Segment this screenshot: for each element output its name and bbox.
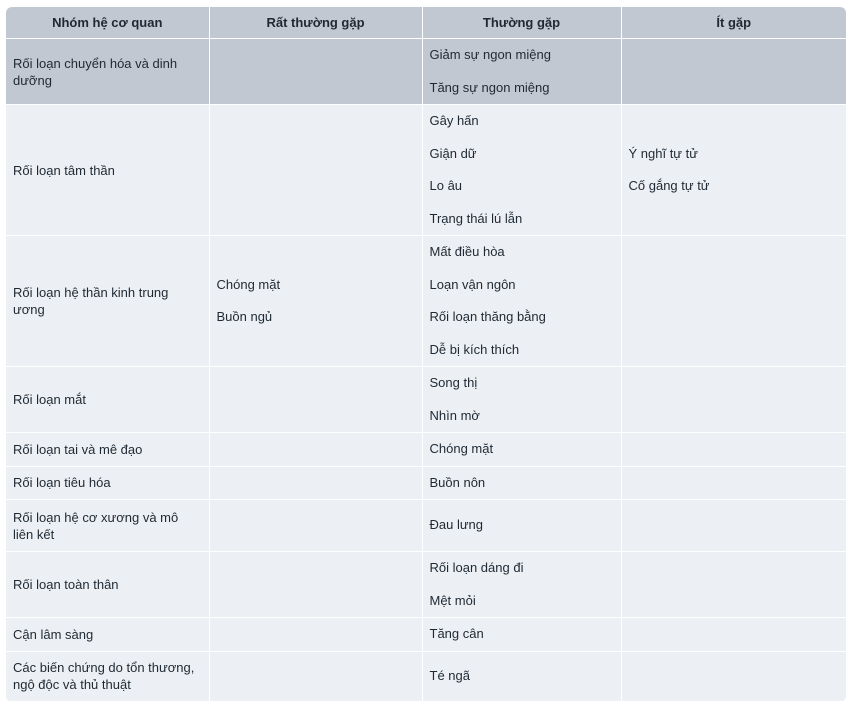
effect-item: Rối loạn thăng bằng	[429, 309, 546, 324]
organ-group-cell: Rối loạn toàn thân	[6, 552, 209, 618]
table-row	[6, 433, 846, 467]
effect-item: Nhìn mờ	[429, 407, 480, 423]
very-common-cell	[209, 367, 422, 433]
effect-item: Té ngã	[429, 667, 470, 683]
very-common-cell	[209, 552, 422, 618]
very-common-cell	[209, 105, 422, 236]
effect-item: Dễ bị kích thích	[429, 341, 520, 357]
table-row	[6, 39, 846, 105]
uncommon-cell	[621, 552, 846, 618]
common-cell	[422, 552, 621, 618]
effect-item: Buồn ngủ	[216, 309, 273, 324]
organ-group-cell: Rối loạn tiêu hóa	[6, 466, 209, 500]
effect-item: Gây hấn	[429, 113, 479, 128]
adverse-effects-table-container	[6, 7, 846, 702]
effect-item: Tăng cân	[429, 626, 484, 641]
effect-item: Giận dữ	[429, 145, 477, 161]
common-cell	[422, 466, 621, 500]
organ-group-cell: Rối loạn hệ cơ xương và mô liên kết	[6, 500, 209, 552]
organ-group-cell: Rối loạn chuyển hóa và dinh dưỡng	[6, 39, 209, 105]
table-row	[6, 651, 846, 701]
organ-group-cell: Rối loạn tâm thần	[6, 105, 209, 236]
uncommon-cell	[621, 500, 846, 552]
table-header-row	[6, 7, 846, 39]
table-row	[6, 500, 846, 552]
header-common: Thường gặp	[422, 7, 621, 39]
organ-group-cell: Rối loạn mắt	[6, 367, 209, 433]
effect-item: Trạng thái lú lẫn	[429, 210, 523, 226]
organ-group-cell: Cận lâm sàng	[6, 618, 209, 652]
header-very-common: Rất thường gặp	[209, 7, 422, 39]
organ-group-cell: Rối loạn tai và mê đạo	[6, 433, 209, 467]
table-body	[6, 39, 846, 702]
uncommon-cell	[621, 466, 846, 500]
adverse-effects-table	[6, 7, 846, 702]
effect-item: Giảm sự ngon miệng	[429, 47, 551, 62]
uncommon-cell	[621, 105, 846, 236]
very-common-cell	[209, 466, 422, 500]
common-cell	[422, 105, 621, 236]
effect-item: Đau lưng	[429, 517, 484, 533]
effect-item: Lo âu	[429, 178, 463, 193]
table-row	[6, 236, 846, 367]
uncommon-cell	[621, 236, 846, 367]
very-common-cell	[209, 618, 422, 652]
uncommon-cell	[621, 39, 846, 105]
effect-item: Buồn nôn	[429, 474, 486, 490]
very-common-cell	[209, 236, 422, 367]
table-row	[6, 618, 846, 652]
common-cell	[422, 39, 621, 105]
effect-item: Chóng mặt	[216, 276, 281, 292]
very-common-cell	[209, 651, 422, 701]
very-common-cell	[209, 433, 422, 467]
common-cell	[422, 618, 621, 652]
uncommon-cell	[621, 618, 846, 652]
organ-group-cell: Rối loạn hệ thần kinh trung ương	[6, 236, 209, 367]
common-cell	[422, 236, 621, 367]
uncommon-cell	[621, 651, 846, 701]
table-row	[6, 552, 846, 618]
effect-item: Loạn vận ngôn	[429, 276, 516, 292]
uncommon-cell	[621, 433, 846, 467]
effect-item: Rối loạn dáng đi	[429, 560, 524, 575]
common-cell	[422, 433, 621, 467]
effect-item: Song thị	[429, 375, 478, 390]
effect-item: Mệt mỏi	[429, 592, 476, 608]
table-row	[6, 105, 846, 236]
common-cell	[422, 651, 621, 701]
header-organ-group: Nhóm hệ cơ quan	[6, 7, 209, 39]
common-cell	[422, 500, 621, 552]
very-common-cell	[209, 500, 422, 552]
effect-item: Mất điều hòa	[429, 244, 505, 259]
table-row	[6, 367, 846, 433]
effect-item: Cố gắng tự tử	[628, 178, 710, 193]
effect-item: Tăng sự ngon miệng	[429, 79, 550, 95]
effect-item: Chóng mặt	[429, 441, 494, 456]
uncommon-cell	[621, 367, 846, 433]
very-common-cell	[209, 39, 422, 105]
organ-group-cell: Các biến chứng do tổn thương, ngộ độc và thủ thuật	[6, 651, 209, 701]
effect-item: Ý nghĩ tự tử	[628, 145, 698, 161]
common-cell	[422, 367, 621, 433]
table-row	[6, 466, 846, 500]
header-uncommon: Ít gặp	[621, 7, 846, 39]
